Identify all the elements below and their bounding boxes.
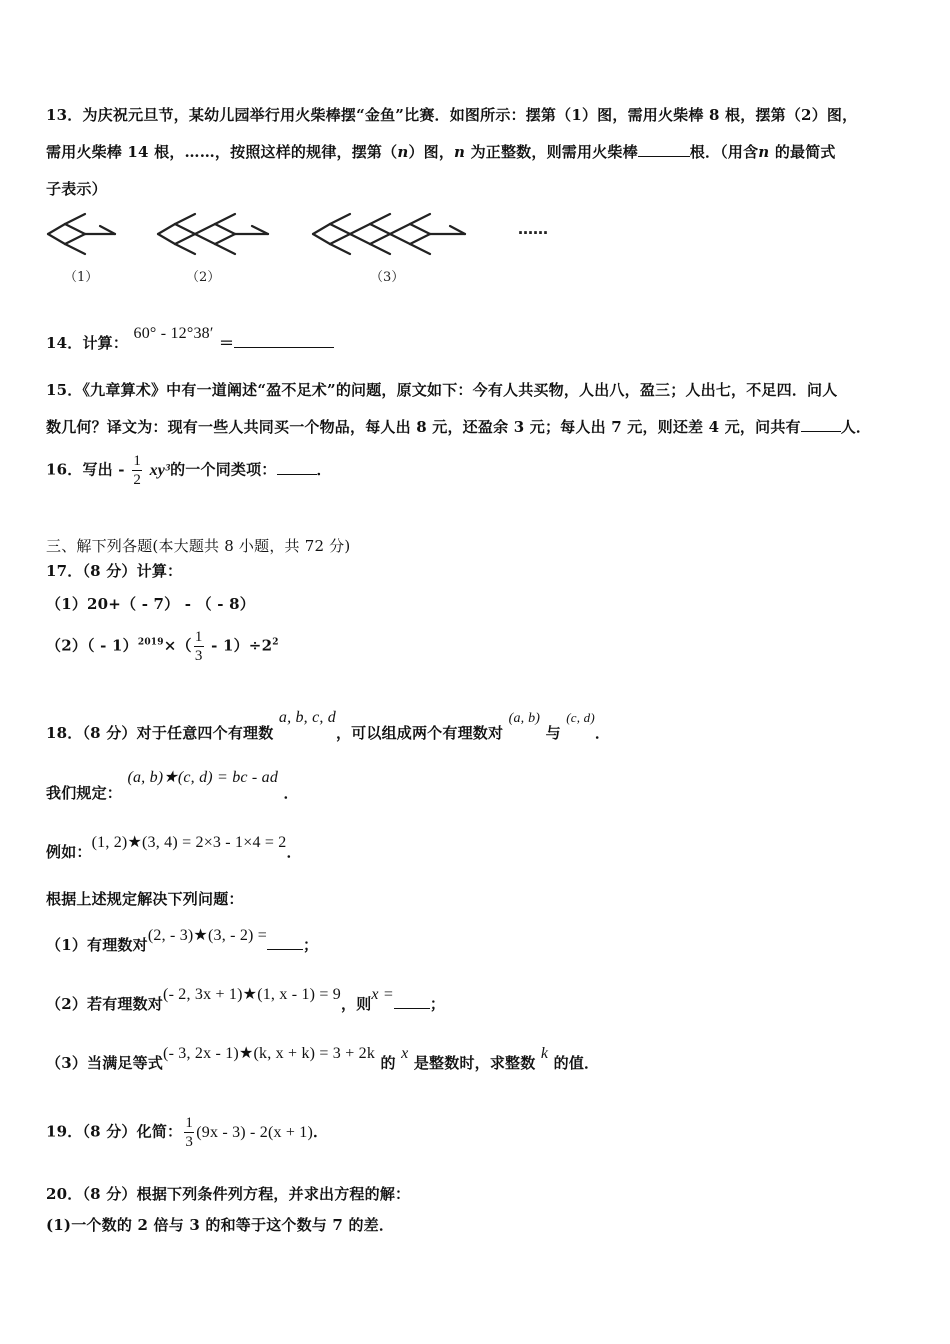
q18-sub1: （1）有理数对(2, - 3)★(3, - 2) =； (46, 927, 319, 954)
q20-part1: (1)一个数的 2 倍与 3 的和等于这个数与 7 的差． (46, 1216, 395, 1234)
q17-title: 17．（8 分）计算： (46, 562, 183, 580)
q15-line1: 15．《九章算术》中有一道阐述“盈不足术”的问题，原文如下：今有人共买物，人出八，盈三；人出七，不足四．问人 (46, 381, 838, 399)
ellipsis: …… (518, 220, 548, 238)
q18-line1: 18．（8 分）对于任意四个有理数 a, b, c, d，可以组成两个有理数对 (a, b) 与 (c, d)． (46, 709, 611, 742)
fraction: $\frac{1}{2}$ (133, 453, 142, 488)
fish-figure-2 (158, 214, 268, 254)
q13-line1: 13．为庆祝元旦节，某幼儿园举行用火柴棒摆“金鱼”比赛．如图所示：摆第（1）图，需用火柴棒 8 根，摆第（2）图， (46, 106, 858, 124)
fraction: $\frac{1}{3}$ (185, 1115, 194, 1150)
q18-rule: 我们规定： (a, b)★(c, d) = bc - ad ． (46, 769, 299, 802)
q13-line2: 需用火柴棒 14 根，……，按照这样的规律，摆第（n）图，n 为正整数，则需用火柴棒 根．（用含n 的最简式 (46, 143, 836, 161)
q14: 14．计算： 60° - 12°38′ ＝ (46, 332, 334, 353)
fraction: $\frac{1}{3}$ (194, 629, 203, 664)
figure-label-2: （2） (186, 270, 221, 285)
q17-part1: （1）20+（ - 7） - （ - 8） (46, 595, 255, 613)
q18-example: 例如：(1, 2)★(3, 4) = 2×3 - 1×4 = 2． (46, 834, 302, 861)
q14-expression: 60° - 12°38′ (133, 325, 214, 342)
answer-blank[interactable] (638, 142, 690, 157)
q18-solve: 根据上述规定解决下列问题： (46, 890, 244, 908)
q16: 16．写出 - $\frac{1}{2}$ xy³的一个同类项： ． (46, 453, 332, 488)
figure-label-3: （3） (370, 270, 405, 285)
q13-line3: 子表示） (46, 180, 107, 198)
q18-sub3: （3）当满足等式(- 3, 2x - 1)★(k, x + k) = 3 + 2k 的 x 是整数时，求整数 k 的值． (46, 1045, 600, 1072)
q15-line2: 数几何？译文为：现有一些人共同买一个物品，每人出 8 元，还盈余 3 元；每人出 7 元，则还差 4 元，问共有 人． (46, 418, 872, 436)
answer-blank[interactable] (234, 333, 334, 348)
fish-figure-1 (48, 214, 115, 254)
q19: 19．（8 分）化简： $\frac{1}{3}$ (9x - 3) - 2(x + 1)． (46, 1115, 329, 1150)
q18-sub2: （2）若有理数对(- 2, 3x + 1)★(1, x - 1) = 9，则x =； (46, 986, 446, 1013)
answer-blank[interactable] (267, 935, 303, 950)
section-heading: 三、解下列各题(本大题共 8 小题，共 72 分) (46, 537, 351, 555)
q17-part2: （2）（ - 1）$^{2019}$×（ $\frac{1}{3}$ - $1)\div 2^2$ (46, 629, 279, 664)
answer-blank[interactable] (801, 417, 841, 432)
answer-blank[interactable] (277, 460, 317, 475)
q20-title: 20．（8 分）根据下列条件列方程，并求出方程的解： (46, 1185, 411, 1203)
fish-figure-3 (313, 214, 465, 254)
matchstick-figure (40, 204, 560, 264)
figure-label-1: （1） (64, 270, 99, 285)
answer-blank[interactable] (394, 994, 430, 1009)
